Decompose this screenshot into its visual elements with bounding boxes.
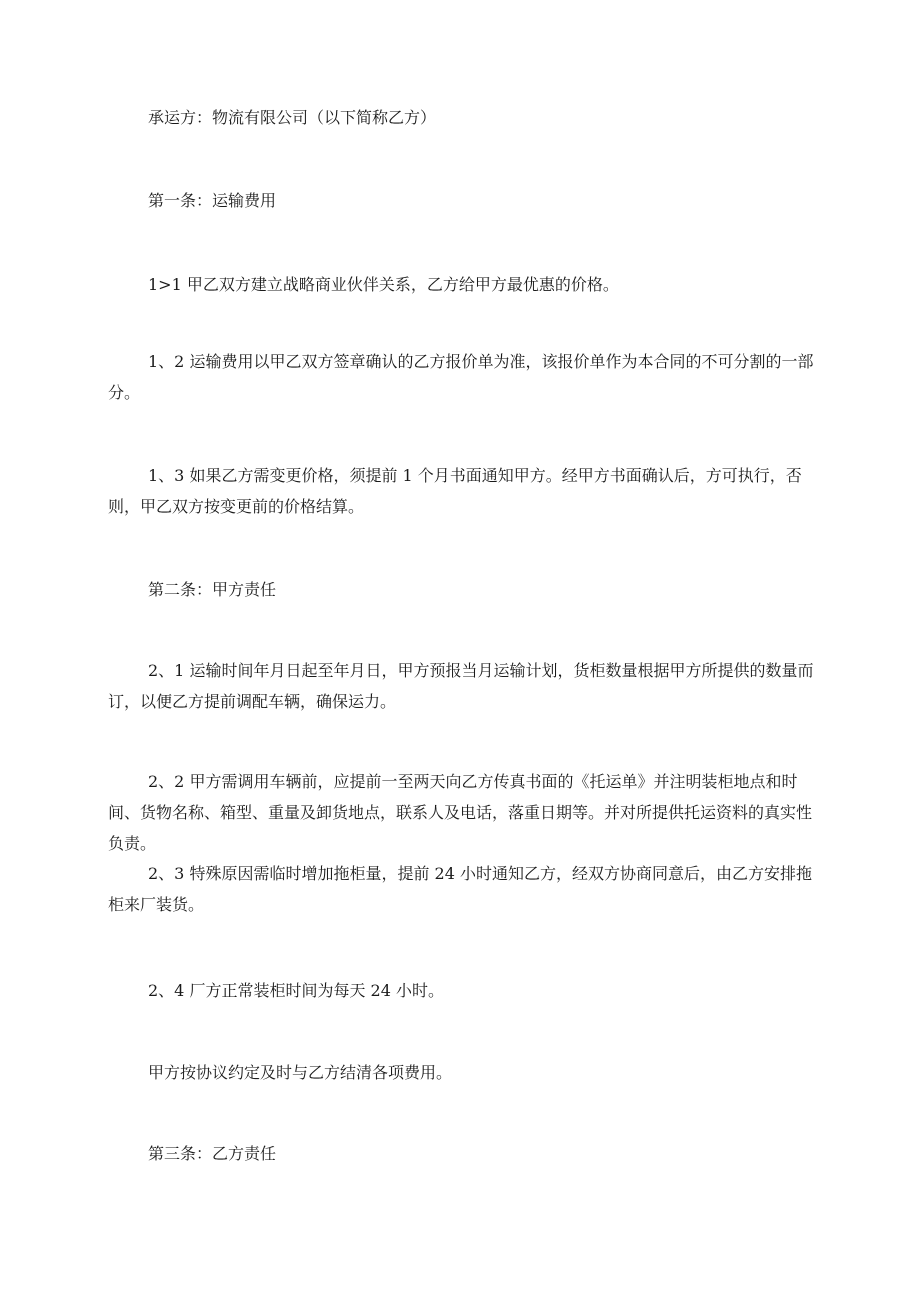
- settlement-line: 甲方按协议约定及时与乙方结清各项费用。: [148, 1063, 453, 1082]
- clause-2-2: 2、2 甲方需调用车辆前，应提前一至两天向乙方传真书面的《托运单》并注明装柜地点和时间、货物名称、箱型、重量及卸货地点，联系人及电话，落重日期等。并对所提供托运资料的真实性负责。: [108, 772, 813, 853]
- article-3-heading: 第三条：乙方责任: [148, 1144, 277, 1163]
- article-1-heading: 第一条：运输费用: [148, 191, 277, 210]
- clause-1-1: 1>1 甲乙双方建立战略商业伙伴关系，乙方给甲方最优惠的价格。: [148, 275, 619, 294]
- carrier-line: 承运方：物流有限公司（以下简称乙方）: [148, 108, 437, 127]
- clause-1-2: 1、2 运输费用以甲乙双方签章确认的乙方报价单为准，该报价单作为本合同的不可分割的一部分。: [108, 352, 814, 402]
- clause-2-3: 2、3 特殊原因需临时增加拖柜量，提前 24 小时通知乙方，经双方协商同意后，由乙方安排拖柜来厂装货。: [108, 864, 812, 914]
- article-2-heading: 第二条：甲方责任: [148, 580, 277, 599]
- clause-2-4: 2、4 厂方正常装柜时间为每天 24 小时。: [148, 981, 444, 1000]
- clause-2-1: 2、1 运输时间年月日起至年月日，甲方预报当月运输计划，货柜数量根据甲方所提供的数量而订，以便乙方提前调配车辆，确保运力。: [108, 661, 814, 711]
- clause-1-3: 1、3 如果乙方需变更价格，须提前 1 个月书面通知甲方。经甲方书面确认后，方可执行，否则，甲乙双方按变更前的价格结算。: [108, 466, 802, 516]
